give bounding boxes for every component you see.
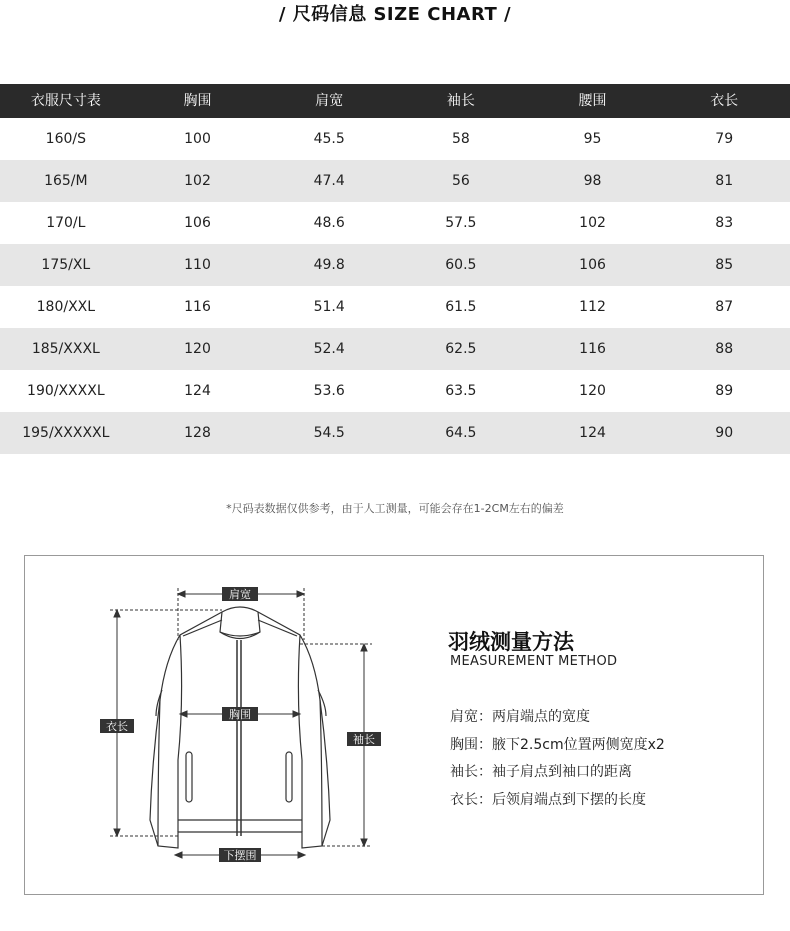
method-line: 袖长：袖子肩点到袖口的距离 [450, 764, 632, 780]
disclaimer-note: *尺码表数据仅供参考，由于人工测量，可能会存在1-2CM左右的偏差 [226, 502, 564, 515]
hem-label: 下摆围 [223, 849, 257, 862]
table-cell: 160/S [45, 131, 86, 147]
table-cell: 180/XXL [36, 299, 96, 315]
jacket-body [150, 612, 330, 848]
table-cell: 170/L [46, 215, 86, 231]
table-cell: 51.4 [313, 299, 345, 315]
table-cell: 106 [579, 257, 606, 273]
sleeve-label: 袖长 [353, 733, 375, 746]
table-cell: 53.6 [313, 383, 345, 399]
table-cell: 102 [184, 173, 211, 189]
column-header: 衣长 [710, 93, 739, 109]
method-line: 衣长：后领肩端点到下摆的长度 [450, 792, 646, 808]
table-cell: 190/XXXXL [27, 383, 105, 399]
table-cell: 98 [583, 173, 602, 189]
table-cell: 56 [451, 173, 470, 189]
table-cell: 49.8 [313, 257, 345, 273]
chest-label: 胸围 [229, 708, 251, 721]
method-title: 羽绒测量方法 [448, 630, 574, 654]
column-header: 胸围 [183, 93, 212, 109]
table-cell: 124 [579, 425, 606, 441]
table-cell: 85 [715, 257, 734, 273]
table-cell: 88 [715, 341, 734, 357]
table-cell: 62.5 [445, 341, 477, 357]
table-cell: 47.4 [313, 173, 345, 189]
table-cell: 57.5 [445, 215, 477, 231]
table-cell: 60.5 [445, 257, 477, 273]
table-cell: 195/XXXXXL [22, 425, 110, 441]
table-cell: 102 [579, 215, 606, 231]
table-cell: 64.5 [445, 425, 477, 441]
table-cell: 185/XXXL [31, 341, 100, 357]
table-cell: 90 [715, 425, 734, 441]
column-header: 衣服尺寸表 [30, 93, 101, 109]
table-cell: 89 [715, 383, 734, 399]
page-title-text: / 尺码信息 SIZE CHART / [278, 4, 512, 25]
table-cell: 52.4 [313, 341, 345, 357]
table-cell: 83 [715, 215, 734, 231]
table-cell: 54.5 [313, 425, 345, 441]
table-cell: 87 [715, 299, 734, 315]
table-cell: 106 [184, 215, 211, 231]
table-cell: 120 [184, 341, 211, 357]
table-cell: 63.5 [445, 383, 477, 399]
column-header: 腰围 [578, 93, 607, 109]
table-cell: 110 [184, 257, 211, 273]
table-cell: 45.5 [313, 131, 345, 147]
method-line: 胸围：腋下2.5cm位置两侧宽度x2 [450, 737, 665, 753]
table-cell: 116 [579, 341, 606, 357]
shoulder-label: 肩宽 [229, 588, 251, 601]
table-cell: 116 [184, 299, 211, 315]
table-cell: 175/XL [41, 257, 91, 273]
method-line: 肩宽：两肩端点的宽度 [450, 709, 590, 725]
table-cell: 124 [184, 383, 211, 399]
table-cell: 128 [184, 425, 211, 441]
table-cell: 112 [579, 299, 606, 315]
table-cell: 79 [715, 131, 734, 147]
table-cell: 48.6 [313, 215, 345, 231]
method-subtitle: MEASUREMENT METHOD [450, 654, 618, 669]
length-label: 衣长 [106, 720, 128, 733]
table-cell: 165/M [44, 173, 88, 189]
table-cell: 100 [184, 131, 211, 147]
table-cell: 58 [451, 131, 470, 147]
table-cell: 120 [579, 383, 606, 399]
table-cell: 95 [583, 131, 602, 147]
table-cell: 61.5 [445, 299, 477, 315]
table-cell: 81 [715, 173, 734, 189]
column-header: 肩宽 [315, 93, 344, 109]
column-header: 袖长 [446, 93, 475, 109]
jacket-collar [220, 607, 260, 636]
